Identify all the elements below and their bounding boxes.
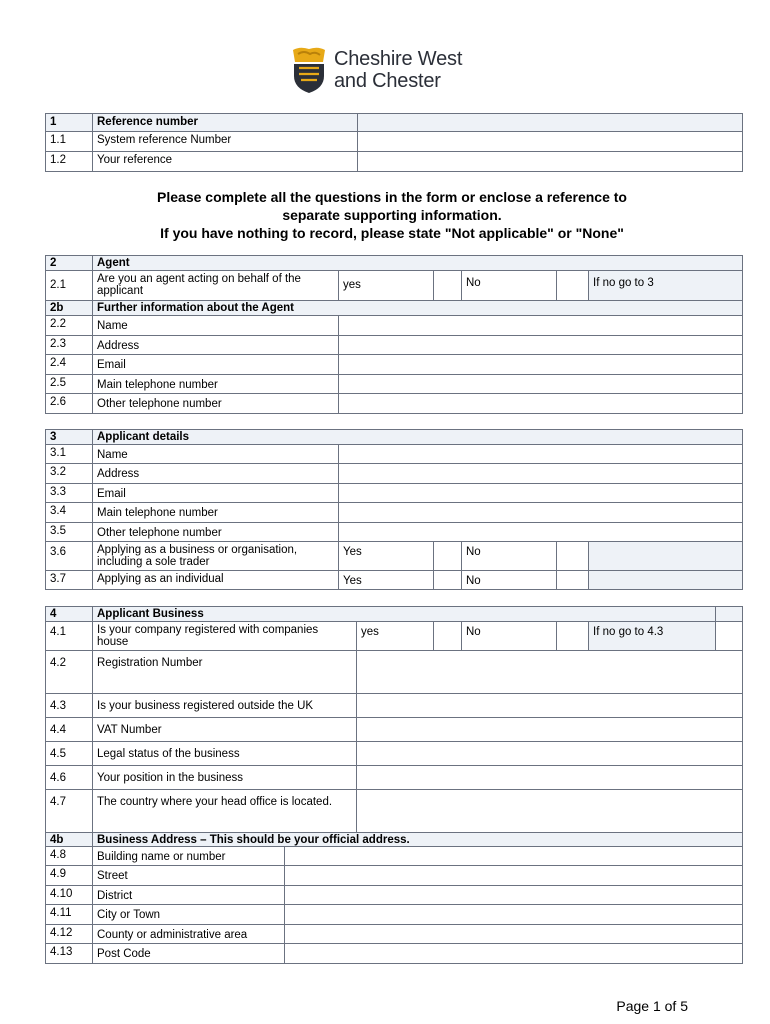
- agent-name-input[interactable]: [339, 316, 743, 336]
- subsection-number: 2b: [46, 301, 93, 316]
- row-number: 3.1: [46, 445, 93, 464]
- skip-note: If no go to 4.3: [589, 622, 716, 651]
- blank-cell: [358, 114, 743, 132]
- no-checkbox[interactable]: [557, 571, 589, 590]
- row-label: Is your company registered with companies house: [93, 622, 357, 651]
- row-label: Email: [93, 484, 339, 503]
- row-number: 3.2: [46, 464, 93, 484]
- subsection-title: Business Address – This should be your official address.: [93, 833, 743, 847]
- business-table: [45, 606, 743, 964]
- blank-cell: [589, 542, 743, 571]
- row-label: Your reference: [93, 152, 358, 172]
- applicant-address-input[interactable]: [339, 464, 743, 484]
- row-number: 2.3: [46, 336, 93, 355]
- row-label: The country where your head office is located.: [93, 790, 357, 833]
- no-option-label: No: [462, 542, 557, 571]
- section-title: Applicant Business: [93, 607, 716, 622]
- row-label: Main telephone number: [93, 503, 339, 523]
- row-number: 4.7: [46, 790, 93, 833]
- applicant-email-input[interactable]: [339, 484, 743, 503]
- row-number: 4.13: [46, 944, 93, 964]
- applicant-other-phone-input[interactable]: [339, 523, 743, 542]
- row-label: Other telephone number: [93, 394, 339, 414]
- no-option-label: No: [462, 271, 557, 301]
- section-number: 3: [46, 430, 93, 445]
- section-title: Reference number: [93, 114, 358, 132]
- row-number: 4.12: [46, 925, 93, 944]
- row-number: 2.2: [46, 316, 93, 336]
- street-input[interactable]: [285, 866, 743, 886]
- subsection-title: Further information about the Agent: [93, 301, 743, 316]
- instructions: [42, 188, 742, 242]
- row-number: 4.3: [46, 694, 93, 718]
- your-reference-input[interactable]: [358, 152, 743, 172]
- applicant-main-phone-input[interactable]: [339, 503, 743, 523]
- row-label: Address: [93, 336, 339, 355]
- subsection-number: 4b: [46, 833, 93, 847]
- agent-email-input[interactable]: [339, 355, 743, 375]
- row-number: 4.4: [46, 718, 93, 742]
- agent-other-phone-input[interactable]: [339, 394, 743, 414]
- section-title: Applicant details: [93, 430, 743, 445]
- yes-option-label: Yes: [339, 542, 434, 571]
- row-label: Are you an agent acting on behalf of the applicant: [93, 271, 339, 301]
- building-input[interactable]: [285, 847, 743, 866]
- row-label: Address: [93, 464, 339, 484]
- legal-status-input[interactable]: [357, 742, 743, 766]
- registered-outside-uk-input[interactable]: [357, 694, 743, 718]
- row-label: Main telephone number: [93, 375, 339, 394]
- yes-option-label: Yes: [339, 571, 434, 590]
- applicant-table: [45, 429, 743, 590]
- row-label: Registration Number: [93, 651, 357, 694]
- row-label: Applying as a business or organisation, including a sole trader: [93, 542, 339, 571]
- row-label: Name: [93, 445, 339, 464]
- crest-icon: [290, 46, 328, 94]
- agent-main-phone-input[interactable]: [339, 375, 743, 394]
- row-number: 4.10: [46, 886, 93, 905]
- row-label: VAT Number: [93, 718, 357, 742]
- instructions-line-3: If you have nothing to record, please state "Not applicable" or "None": [160, 225, 624, 241]
- county-input[interactable]: [285, 925, 743, 944]
- row-number: 4.6: [46, 766, 93, 790]
- reference-table: [45, 113, 743, 172]
- row-label: County or administrative area: [93, 925, 285, 944]
- yes-checkbox[interactable]: [434, 622, 462, 651]
- row-label: Street: [93, 866, 285, 886]
- district-input[interactable]: [285, 886, 743, 905]
- section-number: 4: [46, 607, 93, 622]
- skip-note: If no go to 3: [589, 271, 743, 301]
- row-number: 4.5: [46, 742, 93, 766]
- no-checkbox[interactable]: [557, 622, 589, 651]
- blank-cell: [589, 571, 743, 590]
- row-number: 4.9: [46, 866, 93, 886]
- yes-checkbox[interactable]: [434, 271, 462, 301]
- no-checkbox[interactable]: [557, 542, 589, 571]
- row-label: Post Code: [93, 944, 285, 964]
- row-number: 4.8: [46, 847, 93, 866]
- row-label: Is your business registered outside the UK: [93, 694, 357, 718]
- position-input[interactable]: [357, 766, 743, 790]
- row-number: 2.4: [46, 355, 93, 375]
- yes-option-label: yes: [339, 271, 434, 301]
- no-option-label: No: [462, 622, 557, 651]
- yes-checkbox[interactable]: [434, 571, 462, 590]
- logo-line-1: Cheshire West: [334, 48, 463, 70]
- row-number: 3.5: [46, 523, 93, 542]
- row-number: 4.1: [46, 622, 93, 651]
- agent-address-input[interactable]: [339, 336, 743, 355]
- row-number: 1.2: [46, 152, 93, 172]
- row-number: 3.6: [46, 542, 93, 571]
- yes-checkbox[interactable]: [434, 542, 462, 571]
- row-number: 1.1: [46, 132, 93, 152]
- page-number: Page 1 of 5: [616, 998, 688, 1014]
- city-input[interactable]: [285, 905, 743, 925]
- row-label: City or Town: [93, 905, 285, 925]
- registration-number-input[interactable]: [357, 651, 743, 694]
- blank-cell: [716, 607, 743, 622]
- no-option-label: No: [462, 571, 557, 590]
- no-checkbox[interactable]: [557, 271, 589, 301]
- system-reference-input[interactable]: [358, 132, 743, 152]
- row-number: 4.11: [46, 905, 93, 925]
- row-label: Email: [93, 355, 339, 375]
- vat-number-input[interactable]: [357, 718, 743, 742]
- row-number: 4.2: [46, 651, 93, 694]
- row-number: 2.5: [46, 375, 93, 394]
- instructions-line-1: Please complete all the questions in the form or enclose a reference to: [157, 189, 627, 205]
- agent-table: [45, 255, 743, 414]
- row-label: Name: [93, 316, 339, 336]
- row-number: 3.7: [46, 571, 93, 590]
- section-title: Agent: [93, 256, 743, 271]
- head-office-country-input[interactable]: [357, 790, 743, 833]
- council-logo: [290, 44, 490, 100]
- applicant-name-input[interactable]: [339, 445, 743, 464]
- section-number: 2: [46, 256, 93, 271]
- row-number: 3.4: [46, 503, 93, 523]
- row-label: Other telephone number: [93, 523, 339, 542]
- row-label: Applying as an individual: [93, 571, 339, 590]
- row-number: 3.3: [46, 484, 93, 503]
- section-number: 1: [46, 114, 93, 132]
- row-number: 2.1: [46, 271, 93, 301]
- row-number: 2.6: [46, 394, 93, 414]
- yes-option-label: yes: [357, 622, 434, 651]
- row-label: System reference Number: [93, 132, 358, 152]
- logo-line-2: and Chester: [334, 70, 441, 92]
- row-label: District: [93, 886, 285, 905]
- row-label: Your position in the business: [93, 766, 357, 790]
- postcode-input[interactable]: [285, 944, 743, 964]
- blank-cell: [716, 622, 743, 651]
- row-label: Legal status of the business: [93, 742, 357, 766]
- instructions-line-2: separate supporting information.: [282, 207, 502, 223]
- row-label: Building name or number: [93, 847, 285, 866]
